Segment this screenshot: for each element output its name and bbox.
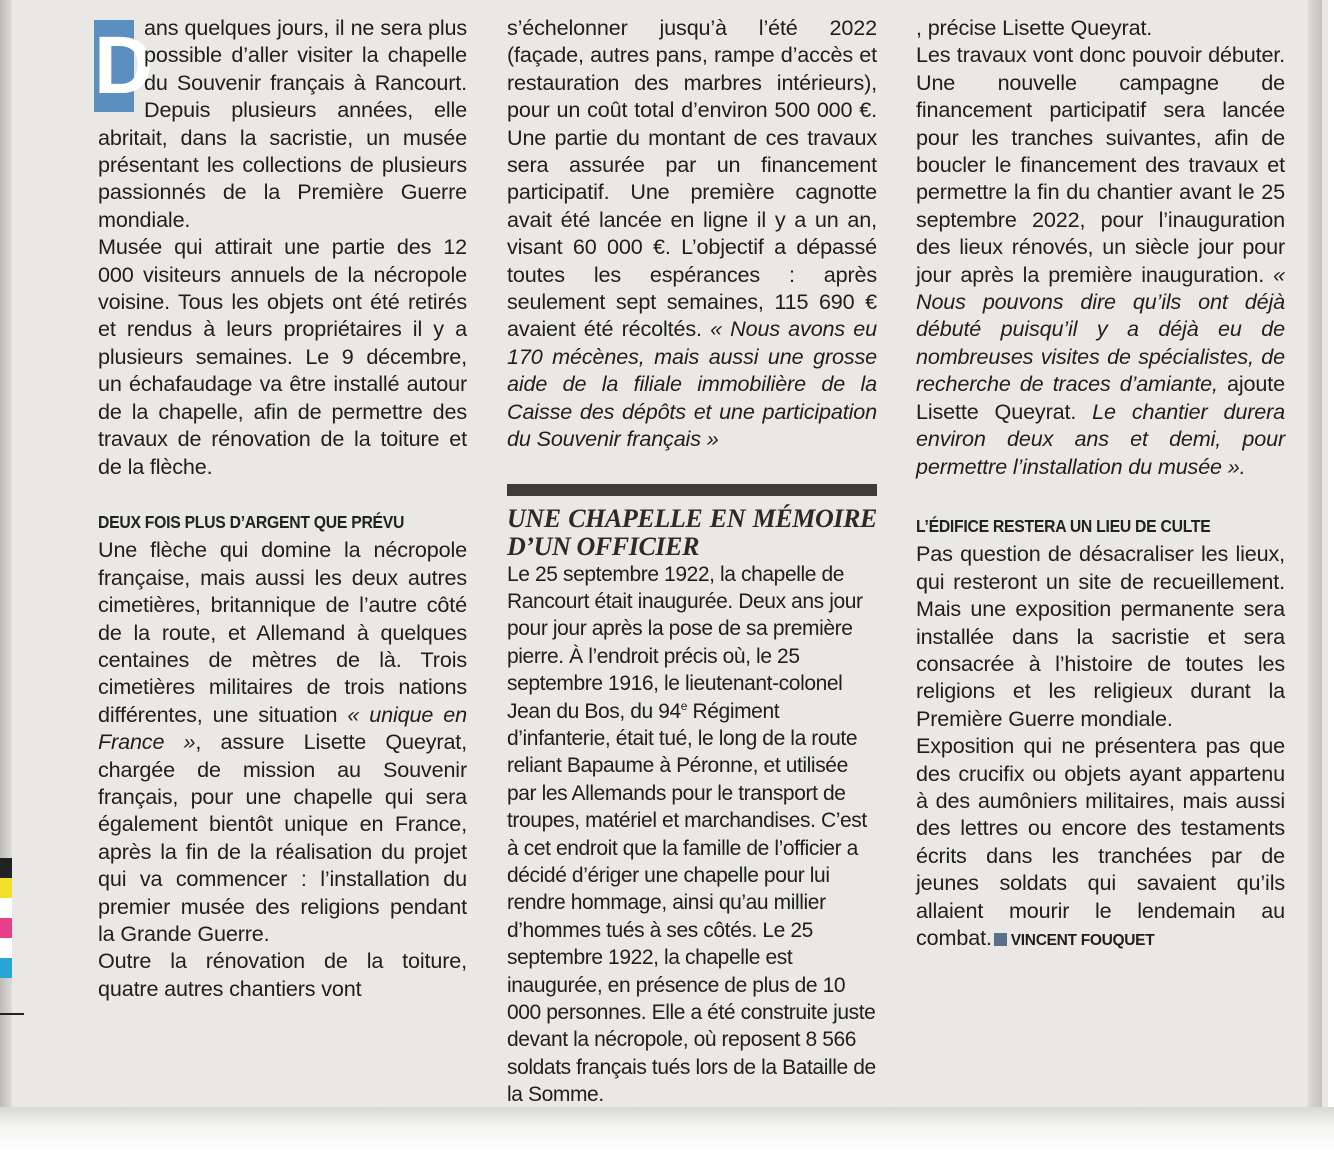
registration-mark-magenta bbox=[0, 918, 12, 938]
quote-duration: Le chantier durera environ deux ans et demi, pour permettre l’installation du musée ». bbox=[916, 398, 1285, 479]
registration-mark-white bbox=[0, 898, 12, 918]
section-heading-chapel: UNE CHAPELLE EN MÉMOIRE D’UN OFFICIER bbox=[507, 503, 877, 561]
registration-mark-white-2 bbox=[0, 938, 12, 958]
ordinal-superscript: e bbox=[680, 698, 688, 713]
registration-mark-cyan bbox=[0, 958, 12, 978]
paragraph-renovation-text: Outre la rénovation de la toiture, quatre autres chantiers vont bbox=[98, 948, 467, 1001]
drop-cap: D bbox=[94, 20, 154, 111]
paragraph-renovation-continued-text: s’échelonner jusqu’à l’été 2022 (façade, autres pans, rampe d’accès et restauration des marbres intérieurs), pour un coût total d’environ 500 000 €. Une partie du montant de ces travaux sera assurée par un financement participatif. Une première cagnotte avait été lancée en ligne il y a un an, visant 60 000 €. L’objectif a dépassé toutes les espérances : après seulement sept semaines, 115 690 € avaient été récoltés. bbox=[507, 15, 877, 342]
attribution-queyrat-2: ajoute Lisette Queyrat. bbox=[916, 371, 1285, 424]
registration-mark-black bbox=[0, 858, 12, 878]
article-column-2 bbox=[507, 14, 877, 1109]
intro-paragraph bbox=[94, 14, 467, 233]
paragraph-spire-text-b: , assure Lisette Queyrat, chargée de mission au Souvenir français, pour une chapelle qui sera également bientôt unique en France, après la fin de la réalisation du projet qui va commencer : l’installation du premier musée des religions pendant la Grande Guerre. bbox=[98, 729, 467, 946]
registration-marks bbox=[0, 858, 12, 978]
works-begin-text: Les travaux vont donc pouvoir débuter. Une nouvelle campagne de financement participatif sera lancée pour les tranches suivantes, afin de boucler le financement des travaux et permettre la fin du chantier avant le 25 septembre 2022, pour l’inauguration des lieux rénovés, un siècle jour pour jour après la première inauguration. bbox=[916, 42, 1285, 287]
article-column-3 bbox=[916, 14, 1285, 954]
quote-visits: « Nous pouvons dire qu’ils ont déjà débuté puisqu’il y a déjà eu de nombreuses visites de spécialistes, de recherche de traces d’amiante, bbox=[916, 261, 1285, 397]
history-text-b: Régiment d’infanterie, était tué, le long de la route reliant Bapaume à Péronne, et utilisée par les Allemands pour le transport de troupes, matériel et marchandises. C’est à cet endroit que la famille de l’officier a décidé d’ériger une chapelle pour lui rendre hommage, ainsi qu’au millier d’hommes tués à ses côtés. Le 25 septembre 1922, la chapelle est inaugurée, en présence de plus de 10 000 personnes. Elle a été construite juste devant la nécropole, où reposent 8 566 soldats français tués lors de la Bataille de la Somme. bbox=[507, 699, 876, 1107]
exhibition-content-text: Exposition qui ne présentera pas que des crucifix ou objets ayant appartenu à des aumôniers militaires, mais aussi des lettres ou encore des testaments écrits dans les tranchées par de jeunes soldats qui savaient qu’ils allaient mourir le lendemain au combat. bbox=[916, 733, 1285, 950]
article-column-1 bbox=[94, 14, 467, 1002]
quote-mecenes: « Nous avons eu 170 mécènes, mais aussi une grosse aide de la filiale immobilière de la Caisse des dépôts et une participation du Souvenir français » bbox=[507, 316, 877, 452]
paragraph-works-begin bbox=[916, 41, 1285, 480]
paragraph-exhibition-content bbox=[916, 732, 1285, 954]
section-rule bbox=[507, 484, 877, 496]
paragraph-quote-end bbox=[916, 14, 1285, 41]
registration-mark-yellow bbox=[0, 878, 12, 898]
paragraph-museum: Musée qui attirait une partie des 12 000 visiteurs annuels de la nécropole voisine. Tous les objets ont été retirés et rendus à leurs propriétaires il y a plusieurs semaines. Le 9 décembre, un échafaudage va être installé autour de la chapelle, afin de permettre des travaux de rénovation de la toiture et de la flèche. bbox=[98, 234, 467, 479]
attribution-queyrat: , précise Lisette Queyrat. bbox=[916, 15, 1153, 40]
subhead-double-money: DEUX FOIS PLUS D’ARGENT QUE PRÉVU bbox=[98, 511, 405, 532]
boxed-paragraph-history bbox=[507, 561, 877, 1109]
paragraph-renovation-start bbox=[98, 947, 467, 1002]
byline-square-icon bbox=[994, 933, 1007, 946]
byline-author: VINCENT FOUQUET bbox=[1010, 932, 1155, 949]
paragraph-renovation-continued bbox=[507, 14, 877, 453]
quote-unique-in-france: « unique en France » bbox=[98, 701, 467, 755]
crop-mark bbox=[0, 1013, 24, 1015]
paragraph-exhibition: Pas question de désacraliser les lieux, qui resteront un site de recueillement. Mais une exposition permanente sera installée dans la sacristie et sera consacrée à l’histoire de toutes les religions et les religieux durant la Première Guerre mondiale. bbox=[916, 541, 1285, 731]
history-text-a: Le 25 septembre 1922, la chapelle de Rancourt était inaugurée. Deux ans jour pour jour après la pose de sa première pierre. À l’endroit précis où, le 25 septembre 1916, le lieutenant-colonel Jean du Bos, du 94 bbox=[507, 562, 863, 723]
page-shadow bbox=[0, 1107, 1334, 1155]
page-edge-right bbox=[1308, 0, 1322, 1107]
paragraph-spire-text-a: Une flèche qui domine la nécropole française, mais aussi les deux autres cimetières, britannique de l’autre côté de la route, et Allemand à quelques centaines de mètres de là. Trois cimetières militaires de trois nations différentes, une situation bbox=[98, 537, 467, 727]
subhead-place-of-worship: L’ÉDIFICE RESTERA UN LIEU DE CULTE bbox=[916, 515, 1211, 536]
paragraph-spire bbox=[98, 536, 467, 947]
intro-text: ans quelques jours, il ne sera plus possible d’aller visiter la chapelle du Souvenir français à Rancourt. Depuis plusieurs années, elle abritait, dans la sacristie, un musée présentant les collections de plusieurs passionnés de la Première Guerre mondiale. bbox=[98, 15, 467, 232]
